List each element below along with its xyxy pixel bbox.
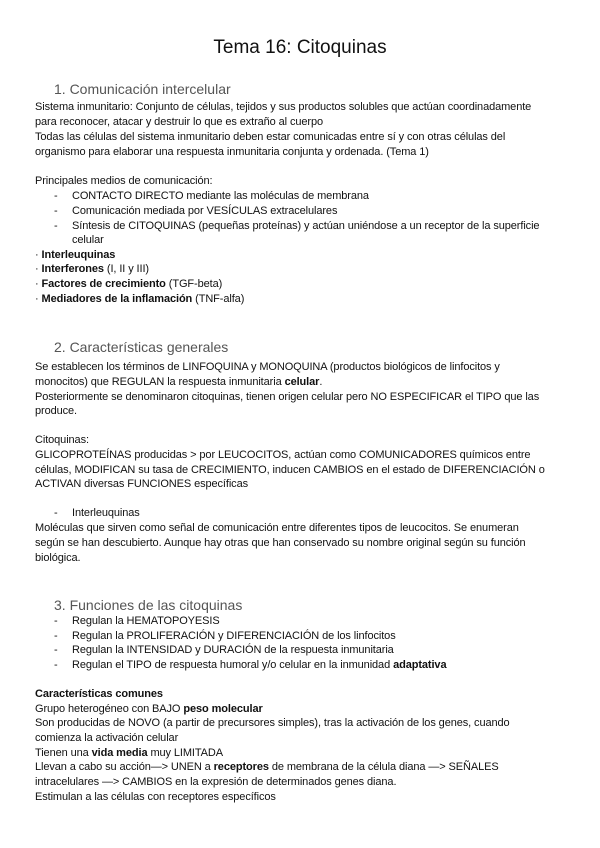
text-run: Grupo heterogéneo con BAJO <box>35 703 181 715</box>
list-item: Regulan la HEMATOPOYESIS <box>72 615 220 627</box>
text-run: de membrana de la célula diana —> SEÑALES <box>271 761 499 773</box>
paragraph-line: Posteriormente se denominaron citoquinas, tienen origen celular pero NO ESPECIFICAR el TIPO que las <box>35 391 540 403</box>
text-run: monocitos) que REGULAN la respuesta inmunitaria <box>35 376 282 388</box>
dash-bullet: - <box>54 190 58 202</box>
paragraph-line: GLICOPROTEÍNAS producidas > por LEUCOCITOS, actúan como COMUNICADORES químicos entre <box>35 449 531 461</box>
paragraph-line: Principales medios de comunicación: <box>35 175 213 187</box>
paragraph-line: Son producidas de NOVO (a partir de precursores simples), tras la activación de los genes, cuando <box>35 717 510 729</box>
paragraph-line: produce. <box>35 405 78 417</box>
paragraph-line <box>35 375 322 390</box>
dash-bullet: - <box>54 644 58 656</box>
section-2-heading: 2. Características generales <box>54 339 229 355</box>
list-item: CONTACTO DIRECTO mediante las moléculas de membrana <box>72 190 369 202</box>
page-title: Tema 16: Citoquinas <box>213 37 387 58</box>
list-item: Comunicación mediada por VESÍCULAS extracelulares <box>72 205 338 217</box>
paragraph-line: Citoquinas: <box>35 434 89 446</box>
paragraph-line <box>35 702 263 717</box>
list-item: Regulan la INTENSIDAD y DURACIÓN de la respuesta inmunitaria <box>72 644 394 656</box>
dot-bullet: · <box>35 249 39 261</box>
dash-bullet: - <box>54 220 58 232</box>
list-item <box>72 658 446 673</box>
bold-term: peso molecular <box>183 703 263 715</box>
list-item: Regulan la PROLIFERACIÓN y DIFERENCIACIÓN de los linfocitos <box>72 630 396 642</box>
section-3-heading: 3. Funciones de las citoquinas <box>54 597 243 613</box>
term-interferones: Interferones <box>41 263 104 275</box>
paragraph-line: ACTIVAN diversas FUNCIONES específicas <box>35 478 248 490</box>
subheading <box>35 687 163 702</box>
dash-bullet: - <box>54 615 58 627</box>
dot-bullet: · <box>35 293 39 305</box>
term-interleuquinas: Interleuquinas <box>41 249 116 261</box>
paragraph-line: según se han descubierto. Aunque hay otras que han conservado su nombre original según su función <box>35 537 526 549</box>
list-item: Síntesis de CITOQUINAS (pequeñas proteínas) y actúan uniéndose a un receptor de la superficie <box>72 220 540 232</box>
paragraph-line: para reconocer, atacar y destruir lo que es extraño al cuerpo <box>35 116 324 128</box>
paragraph-line <box>35 760 499 775</box>
paragraph-line <box>35 746 223 761</box>
paragraph-line: intracelulares —> CAMBIOS en la expresión de determinados genes diana. <box>35 776 397 788</box>
text-run: muy LIMITADA <box>150 747 223 759</box>
text-run: Regulan el TIPO de respuesta humoral y/o celular en la inmunidad <box>72 659 391 671</box>
text-run: . <box>319 376 323 388</box>
dot-list-item <box>35 277 222 292</box>
paragraph-line: Moléculas que sirven como señal de comunicación entre diferentes tipos de leucocitos. Se enumeran <box>35 522 519 534</box>
dash-bullet: - <box>54 205 58 217</box>
list-item: Interleuquinas <box>72 507 140 519</box>
list-item-continuation: celular <box>72 234 104 246</box>
bold-term: adaptativa <box>393 659 447 671</box>
paragraph-line: Estimulan a las células con receptores específicos <box>35 791 276 803</box>
dot-list-item <box>35 248 115 263</box>
paragraph-line: células, MODIFICAN su tasa de CRECIMIENTO, inducen CAMBIOS en el estado de DIFERENCIACIÓN o <box>35 464 545 476</box>
term-mediadores: Mediadores de la inflamación <box>41 293 193 305</box>
bold-term: receptores <box>213 761 269 773</box>
dot-bullet: · <box>35 278 39 290</box>
dot-list-item <box>35 262 149 277</box>
dash-bullet: - <box>54 507 58 519</box>
paragraph-line: biológica. <box>35 552 81 564</box>
dot-list-item <box>35 292 244 307</box>
term-factores: Factores de crecimiento <box>41 278 166 290</box>
text-run: Tienen una <box>35 747 89 759</box>
common-features-title: Características comunes <box>35 688 163 700</box>
dot-bullet: · <box>35 263 39 275</box>
paragraph-line: organismo para elaborar una respuesta inmunitaria conjunta y ordenada. (Tema 1) <box>35 146 429 158</box>
text-run: Llevan a cabo su acción—> UNEN a <box>35 761 211 773</box>
dash-bullet: - <box>54 630 58 642</box>
bold-term: celular <box>284 376 320 388</box>
term-detail: (TNF-alfa) <box>195 293 245 305</box>
bold-term: vida media <box>91 747 148 759</box>
paragraph-line: Sistema inmunitario: Conjunto de células, tejidos y sus productos solubles que actúan coordinadamente <box>35 101 532 113</box>
paragraph-line: Todas las células del sistema inmunitario deben estar comunicadas entre sí y con otras células del <box>35 131 506 143</box>
dash-bullet: - <box>54 659 58 671</box>
section-1-heading: 1. Comunicación intercelular <box>54 81 231 97</box>
paragraph-line: comienza la activación celular <box>35 732 179 744</box>
paragraph-line: Se establecen los términos de LINFOQUINA y MONOQUINA (productos biológicos de linfocitos y <box>35 361 500 373</box>
term-detail: (TGF-beta) <box>168 278 223 290</box>
term-detail: (I, II y III) <box>106 263 149 275</box>
